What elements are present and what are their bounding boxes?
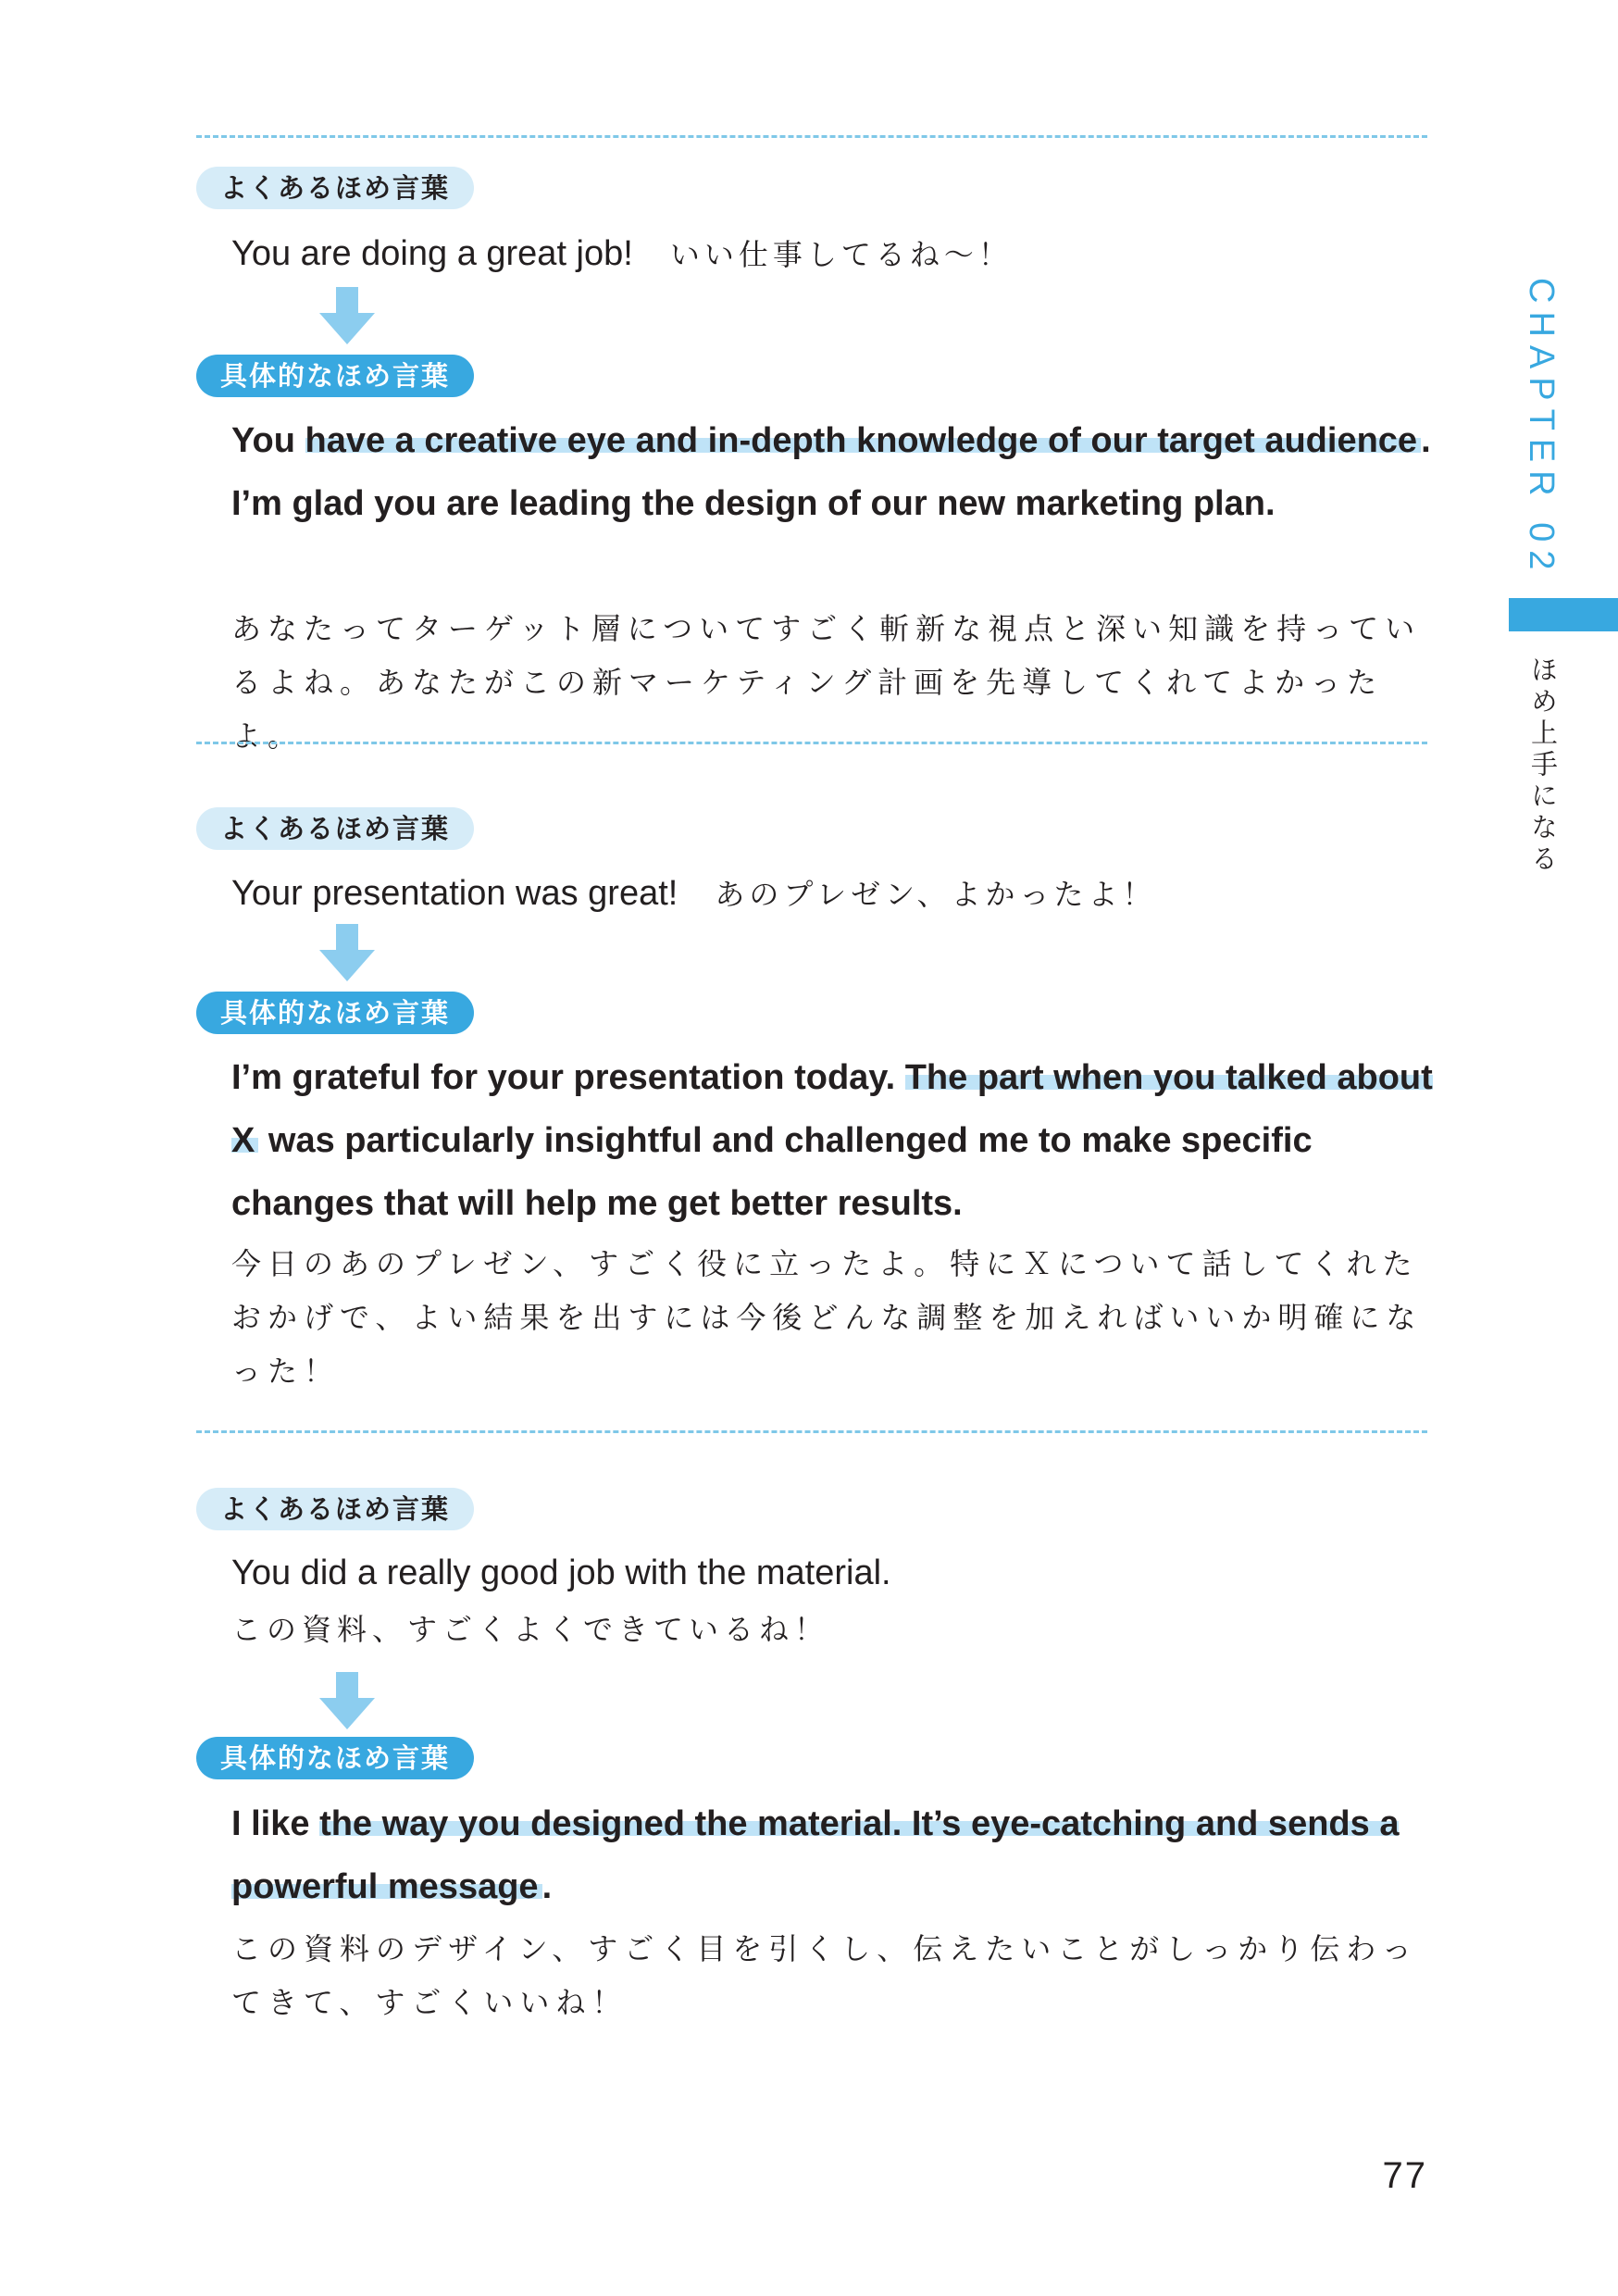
common-praise-line: [231, 867, 1157, 920]
specific-text: I’m grateful for your presentation today.: [231, 1058, 905, 1097]
common-praise-japanese: この資料、すごくよくできているね！: [231, 1612, 830, 1647]
common-praise-japanese: あのプレゼン、よかったよ！: [715, 877, 1157, 912]
specific-praise-japanese: 今日のあのプレゼン、すごく役に立ったよ。特にＸについて話してくれたおかげで、よい結果を出すには今後どんな調整を加えればいいか明確になった！: [231, 1246, 1423, 1389]
chapter-subtitle: ほめ上手になる: [1527, 655, 1559, 876]
specific-praise-label: 具体的なほめ言葉: [196, 355, 474, 397]
specific-praise-english: [231, 409, 1435, 535]
common-praise-english: Your presentation was great!: [231, 874, 678, 913]
common-praise-line: [231, 1546, 891, 1599]
specific-text: You: [231, 421, 305, 460]
specific-text: .: [541, 1867, 553, 1906]
specific-text: . I’m glad you are leading the design of our new marketing plan.: [231, 421, 1431, 523]
chapter-label: CHAPTER 02: [1522, 278, 1561, 579]
specific-praise-label: 具体的なほめ言葉: [196, 992, 474, 1034]
specific-text: was particularly insightful and challenged me to make specific changes that will help me get better results.: [231, 1121, 1313, 1223]
chapter-bar: [1509, 598, 1618, 631]
specific-praise-label: 具体的なほめ言葉: [196, 1737, 474, 1779]
specific-praise-english: [231, 1792, 1435, 1918]
down-arrow-icon: [319, 1672, 375, 1729]
specific-praise-japanese: あなたってターゲット層についてすごく斬新な視点と深い知識を持っているよね。あなたがこの新マーケティング計画を先導してくれてよかったよ。: [231, 611, 1422, 754]
common-praise-label: よくあるほめ言葉: [196, 807, 474, 850]
common-praise-english: You did a really good job with the material.: [231, 1554, 891, 1592]
highlighted-phrase: have a creative eye and in-depth knowledge of our target audience: [305, 421, 1422, 460]
common-praise-english: You are doing a great job!: [231, 234, 633, 273]
down-arrow-icon: [319, 287, 375, 344]
specific-text: I like: [231, 1804, 320, 1843]
specific-praise-japanese: この資料のデザイン、すごく目を引くし、伝えたいことがしっかり伝わってきて、すごくいいね！: [231, 1931, 1418, 2020]
common-praise-label: よくあるほめ言葉: [196, 167, 474, 209]
section-divider: [196, 742, 1427, 744]
page-number: 77: [1382, 2155, 1427, 2196]
highlighted-phrase: the way you designed the material. It’s eye-catching and sends a powerful message: [231, 1804, 1400, 1906]
common-praise-line: [231, 227, 1013, 281]
highlighted-phrase: The part when you talked about X: [231, 1058, 1433, 1160]
specific-praise-english: [231, 1046, 1435, 1235]
down-arrow-icon: [319, 924, 375, 981]
section-divider: [196, 135, 1427, 138]
common-praise-japanese: いい仕事してるね～！: [669, 237, 1013, 272]
section-divider: [196, 1430, 1427, 1433]
common-praise-label: よくあるほめ言葉: [196, 1488, 474, 1530]
